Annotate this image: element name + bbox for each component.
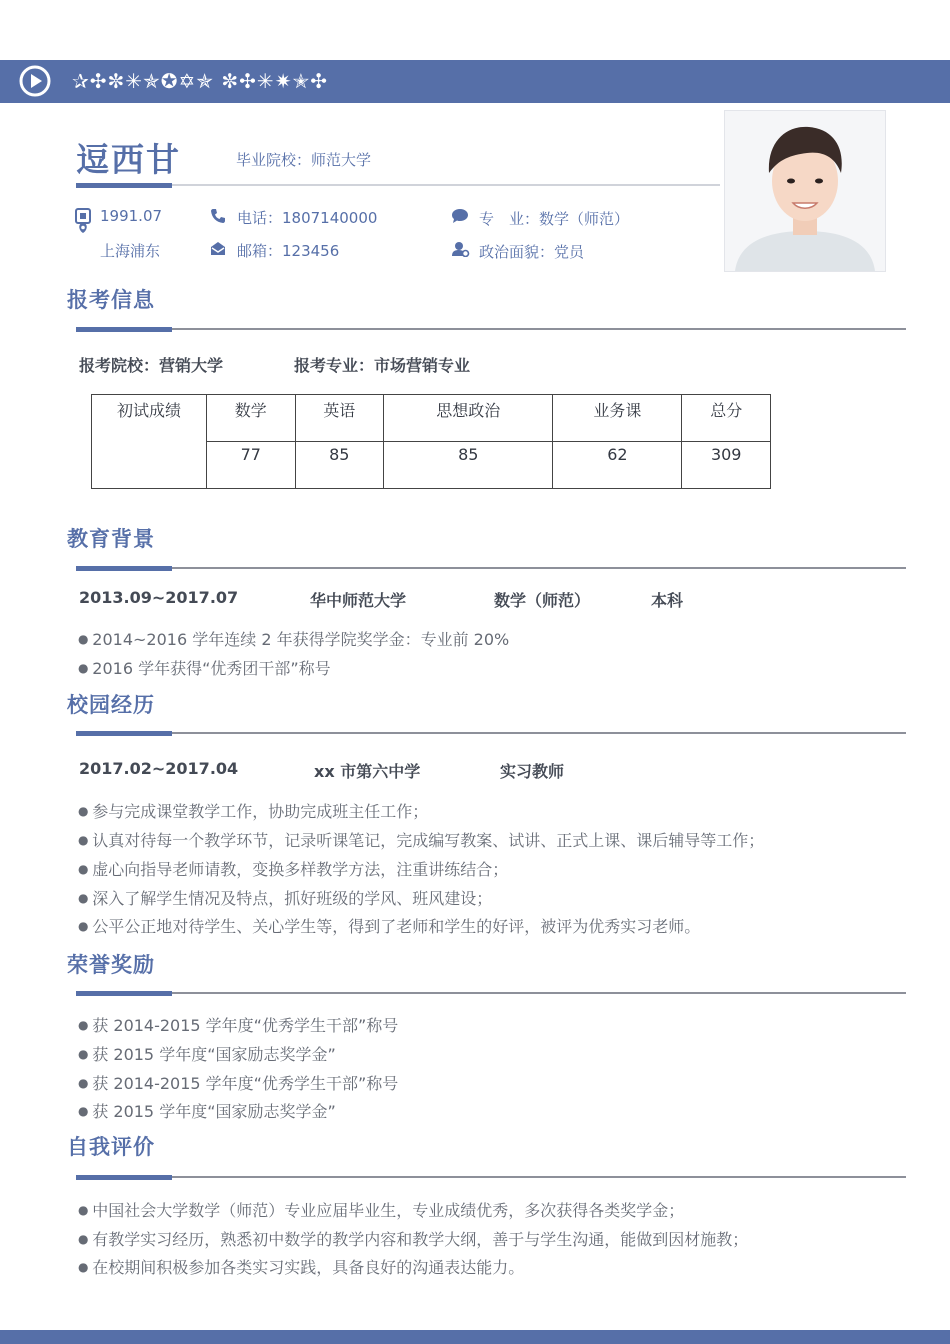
- table-cell: 85: [295, 442, 384, 489]
- phone: 电话：1807140000: [237, 209, 378, 227]
- table-header-cell: 思想政治: [384, 395, 553, 442]
- table-cell: 85: [384, 442, 553, 489]
- education-degree: 本科: [651, 591, 684, 610]
- table-cell: 309: [682, 442, 771, 489]
- play-circle-icon: [18, 64, 52, 98]
- top-banner: [0, 60, 950, 103]
- section-rule: [76, 328, 906, 330]
- table-header-cell: 总分: [682, 395, 771, 442]
- education-major: 数学（师范）: [494, 591, 591, 610]
- target-major: 报考专业：市场营销专业: [294, 356, 471, 375]
- table-row: [92, 395, 771, 442]
- political-status: 政治面貌：党员: [479, 243, 585, 261]
- email: 邮箱：123456: [237, 242, 340, 260]
- section-title-education: 教育背景: [67, 527, 155, 551]
- header-divider: [76, 184, 720, 186]
- list-item: ● 虚心向指导老师请教，变换多样教学方法，注重讲练结合；: [78, 857, 508, 880]
- section-title-campus: 校园经历: [67, 693, 155, 717]
- phone-icon: [210, 208, 226, 224]
- section-rule: [76, 992, 906, 994]
- list-item: ● 2014~2016 学年连续 2 年获得学院奖学金：专业前 20%: [78, 627, 509, 650]
- campus-org: xx 市第六中学: [314, 762, 421, 781]
- table-header-cell: 数学: [207, 395, 296, 442]
- graduate-school: 毕业院校：师范大学: [236, 151, 372, 169]
- bottom-banner: [0, 1330, 950, 1344]
- section-rule: [76, 732, 906, 734]
- list-item: ● 2016 学年获得“优秀团干部”称号: [78, 656, 331, 679]
- list-item: ● 获 2015 学年度“国家励志奖学金”: [78, 1042, 336, 1065]
- major: 专 业：数学（师范）: [479, 210, 630, 228]
- table-header-cell: 业务课: [553, 395, 682, 442]
- section-title-self-evaluation: 自我评价: [67, 1135, 155, 1159]
- list-item: ● 公平公正地对待学生、关心学生等，得到了老师和学生的好评，被评为优秀实习老师。: [78, 914, 700, 937]
- score-row-label: 初试成绩: [92, 395, 207, 489]
- chat-bubble-icon: [451, 208, 469, 224]
- target-school: 报考院校：营销大学: [79, 356, 224, 375]
- score-table: [91, 394, 771, 489]
- campus-period: 2017.02~2017.04: [79, 759, 239, 778]
- education-school: 华中师范大学: [310, 591, 407, 610]
- list-item: ● 中国社会大学数学（师范）专业应届毕业生，专业成绩优秀，多次获得各类奖学金；: [78, 1198, 684, 1221]
- portrait-image: [725, 111, 885, 271]
- birth-date: 1991.07: [100, 207, 163, 225]
- profile-photo: [724, 110, 886, 272]
- table-cell: 62: [553, 442, 682, 489]
- table-cell: 77: [207, 442, 296, 489]
- banner-decoration: ✰✣✼✳✯✪✡✯ ✼✣✳✷✭✣: [72, 69, 328, 93]
- location: 上海浦东: [100, 242, 161, 260]
- section-rule-accent: [76, 566, 172, 571]
- list-item: ● 在校期间积极参加各类实习实践，具备良好的沟通表达能力。: [78, 1255, 524, 1278]
- list-item: ● 获 2015 学年度“国家励志奖学金”: [78, 1099, 336, 1122]
- candidate-name: 逗西甘: [76, 140, 181, 179]
- section-rule-accent: [76, 1175, 172, 1180]
- list-item: ● 获 2014-2015 学年度“优秀学生干部”称号: [78, 1071, 398, 1094]
- section-rule: [76, 567, 906, 569]
- header-divider-accent: [76, 183, 172, 188]
- section-rule: [76, 1176, 906, 1178]
- list-item: ● 获 2014-2015 学年度“优秀学生干部”称号: [78, 1013, 398, 1036]
- section-rule-accent: [76, 991, 172, 996]
- user-badge-icon: [452, 241, 470, 257]
- section-title-honors: 荣誉奖励: [67, 953, 155, 977]
- table-header-cell: 英语: [295, 395, 384, 442]
- email-icon: [210, 241, 226, 256]
- list-item: ● 认真对待每一个教学环节，记录听课笔记，完成编写教案、试讲、正式上课、课后辅导等工作；: [78, 828, 764, 851]
- section-title-exam: 报考信息: [67, 288, 155, 312]
- campus-role: 实习教师: [500, 762, 565, 781]
- list-item: ● 深入了解学生情况及特点，抓好班级的学风、班风建设；: [78, 886, 492, 909]
- list-item: ● 有教学实习经历，熟悉初中数学的教学内容和教学大纲，善于与学生沟通，能做到因材施教；: [78, 1227, 748, 1250]
- section-rule-accent: [76, 731, 172, 736]
- section-rule-accent: [76, 327, 172, 332]
- list-item: ● 参与完成课堂教学工作，协助完成班主任工作；: [78, 799, 428, 822]
- id-badge-location-icon: [74, 208, 92, 234]
- education-period: 2013.09~2017.07: [79, 588, 239, 607]
